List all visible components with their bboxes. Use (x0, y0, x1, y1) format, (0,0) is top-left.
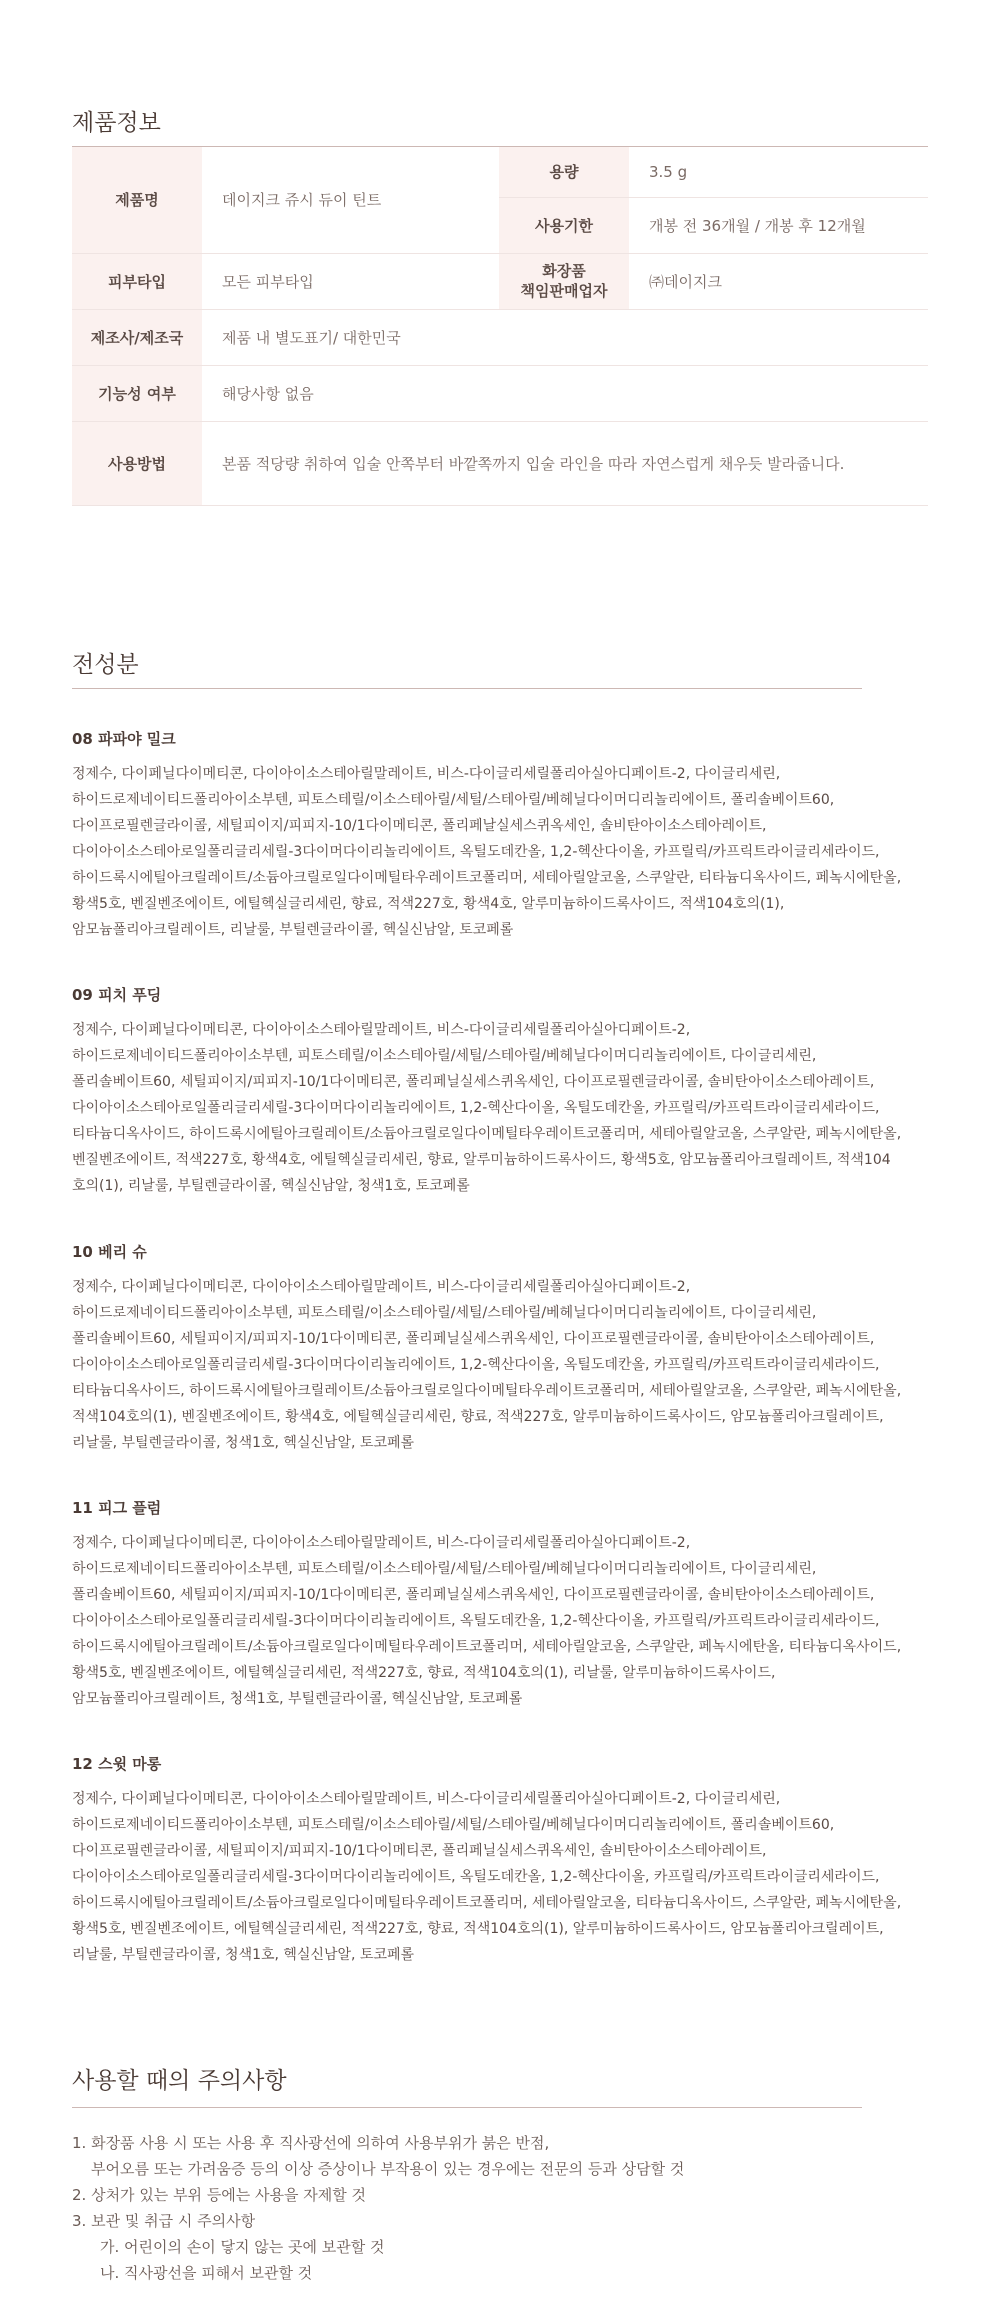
ingredient-block (72, 984, 928, 1199)
seller-label-line1: 화장품 (542, 262, 586, 280)
caution-item: 가. 어린이의 손이 닿지 않는 곳에 보관할 것 (100, 2238, 385, 2256)
shade-name: 08 파파야 밀크 (72, 730, 176, 748)
ingredient-block (72, 1497, 928, 1712)
info-row-usage (72, 421, 928, 505)
ingredient-line: 적색104호의(1), 벤질벤조에이트, 황색4호, 에틸헥실글리세린, 향료, 적색227호, 알루미늄하이드록사이드, 암모늄폴리아크릴레이트, (72, 1409, 884, 1425)
seller-label-line2: 책임판매업자 (520, 282, 608, 300)
ingredient-line: 황색5호, 벤질벤조에이트, 에틸헥실글리세린, 적색227호, 향료, 적색104호의(1), 알루미늄하이드록사이드, 암모늄폴리아크릴레이트, (72, 1921, 884, 1937)
ingredient-line: 하이드로제네이티드폴리아이소부텐, 피토스테릴/이소스테아릴/세틸/스테아릴/베헤닐다이머디리놀리에이트, 폴리솔베이트60, (72, 1817, 835, 1833)
ingredient-line: 하이드로제네이티드폴리아이소부텐, 피토스테릴/이소스테아릴/세틸/스테아릴/베헤닐다이머디리놀리에이트, 다이글리세린, (72, 1561, 817, 1577)
info-row-maker (72, 309, 928, 365)
ingredient-line: 하이드로제네이티드폴리아이소부텐, 피토스테릴/이소스테아릴/세틸/스테아릴/베헤닐다이머디리놀리에이트, 다이글리세린, (72, 1048, 817, 1064)
product-name-label: 제품명 (72, 147, 202, 253)
ingredient-line: 리날룰, 부틸렌글라이콜, 청색1호, 헥실신남알, 토코페롤 (72, 1435, 415, 1451)
ingredient-block (72, 1753, 928, 1968)
caution-item: 1. 화장품 사용 시 또는 사용 후 직사광선에 의하여 사용부위가 붉은 반점, (72, 2134, 550, 2152)
product-info-table (72, 147, 928, 506)
skin-type-value: 모든 피부타입 (202, 253, 499, 309)
ingredient-list (72, 1274, 928, 1456)
shade-name: 10 베리 슈 (72, 1243, 147, 1261)
expiry-label: 사용기한 (499, 197, 629, 253)
info-row-functional (72, 365, 928, 421)
ingredient-line: 암모늄폴리아크릴레이트, 리날룰, 부틸렌글라이콜, 헥실신남알, 토코페롤 (72, 922, 514, 938)
ingredients-divider (72, 688, 862, 689)
ingredient-line: 하이드록시에틸아크릴레이트/소듐아크릴로일다이메틸타우레이트코폴리머, 세테아릴알코올, 티타늄디옥사이드, 스쿠알란, 페녹시에탄올, (72, 1895, 902, 1911)
ingredient-list (72, 1530, 928, 1712)
ingredient-list (72, 761, 928, 943)
expiry-value: 개봉 전 36개월 / 개봉 후 12개월 (629, 197, 928, 253)
ingredient-line: 정제수, 다이페닐다이메티콘, 다이아이소스테아릴말레이트, 비스-다이글리세릴폴리아실아디페이트-2, (72, 1022, 691, 1038)
ingredient-line: 폴리솔베이트60, 세틸피이지/피피지-10/1다이메티콘, 폴리페닐실세스퀴옥세인, 다이프로필렌글라이콜, 솔비탄아이소스테아레이트, (72, 1074, 875, 1090)
shade-name: 11 피그 플럼 (72, 1499, 162, 1517)
cautions-title: 사용할 때의 주의사항 (72, 2068, 287, 2094)
ingredient-line: 벤질벤조에이트, 적색227호, 황색4호, 에틸헥실글리세린, 향료, 알루미늄하이드록사이드, 황색5호, 암모늄폴리아크릴레이트, 적색104 (72, 1152, 891, 1168)
product-name-value: 데이지크 쥬시 듀이 틴트 (202, 147, 499, 253)
ingredient-line: 리날룰, 부틸렌글라이콜, 청색1호, 헥실신남알, 토코페롤 (72, 1947, 415, 1963)
shade-name: 09 피치 푸딩 (72, 986, 162, 1004)
ingredient-line: 하이드로제네이티드폴리아이소부텐, 피토스테릴/이소스테아릴/세틸/스테아릴/베헤닐다이머디리놀리에이트, 폴리솔베이트60, (72, 792, 835, 808)
ingredient-line: 하이드로제네이티드폴리아이소부텐, 피토스테릴/이소스테아릴/세틸/스테아릴/베헤닐다이머디리놀리에이트, 다이글리세린, (72, 1305, 817, 1321)
volume-label: 용량 (499, 147, 629, 197)
caution-item: 나. 직사광선을 피해서 보관할 것 (100, 2264, 313, 2282)
ingredient-line: 하이드록시에틸아크릴레이트/소듐아크릴로일다이메틸타우레이트코폴리머, 세테아릴알코올, 스쿠알란, 티타늄디옥사이드, 페녹시에탄올, (72, 870, 902, 886)
ingredient-line: 폴리솔베이트60, 세틸피이지/피피지-10/1다이메티콘, 폴리페닐실세스퀴옥세인, 다이프로필렌글라이콜, 솔비탄아이소스테아레이트, (72, 1587, 875, 1603)
functional-value: 해당사항 없음 (202, 365, 928, 421)
ingredient-block (72, 728, 928, 943)
info-row-name-volume (72, 147, 928, 197)
ingredient-line: 정제수, 다이페닐다이메티콘, 다이아이소스테아릴말레이트, 비스-다이글리세릴폴리아실아디페이트-2, (72, 1535, 691, 1551)
caution-item: 2. 상처가 있는 부위 등에는 사용을 자제할 것 (72, 2186, 367, 2204)
product-info-title: 제품정보 (72, 110, 161, 136)
cautions-divider (72, 2107, 862, 2108)
ingredient-list (72, 1786, 928, 1968)
ingredients-title: 전성분 (72, 652, 139, 678)
maker-label: 제조사/제조국 (72, 309, 202, 365)
ingredient-block (72, 1241, 928, 1456)
ingredient-list (72, 1017, 928, 1199)
ingredient-line: 다이프로필렌글라이콜, 세틸피이지/피피지-10/1다이메티콘, 폴리페날실세스퀴옥세인, 솔비탄아이소스테아레이트, (72, 818, 767, 834)
ingredient-line: 암모늄폴리아크릴레이트, 청색1호, 부틸렌글라이콜, 헥실신남알, 토코페롤 (72, 1691, 523, 1707)
ingredient-line: 티타늄디옥사이드, 하이드록시에틸아크릴레이트/소듐아크릴로일다이메틸타우레이트코폴리머, 세테아릴알코올, 스쿠알란, 페녹시에탄올, (72, 1126, 902, 1142)
ingredient-line: 정제수, 다이페닐다이메티콘, 다이아이소스테아릴말레이트, 비스-다이글리세릴폴리아실아디페이트-2, 다이글리세린, (72, 1791, 781, 1807)
ingredient-line: 다이아이소스테아로일폴리글리세릴-3다이머다이리놀리에이트, 1,2-헥산다이올, 옥틸도데칸올, 카프릴릭/카프릭트라이글리세라이드, (72, 1100, 880, 1116)
shade-name: 12 스윗 마롱 (72, 1755, 162, 1773)
caution-item: 부어오름 또는 가려움증 등의 이상 증상이나 부작용이 있는 경우에는 전문의 등과 상담할 것 (91, 2160, 685, 2178)
usage-label: 사용방법 (72, 421, 202, 505)
ingredient-line: 다이아이소스테아로일폴리글리세릴-3다이머다이리놀리에이트, 옥틸도데칸올, 1,2-헥산다이올, 카프릴릭/카프릭트라이글리세라이드, (72, 1869, 880, 1885)
ingredient-line: 황색5호, 벤질벤조에이트, 에틸헥실글리세린, 적색227호, 향료, 적색104호의(1), 리날룰, 알루미늄하이드록사이드, (72, 1665, 776, 1681)
seller-label (499, 253, 629, 309)
caution-item: 3. 보관 및 취급 시 주의사항 (72, 2212, 256, 2230)
cautions-list (72, 2130, 928, 2286)
ingredient-line: 황색5호, 벤질벤조에이트, 에틸헥실글리세린, 향료, 적색227호, 황색4호, 알루미늄하이드록사이드, 적색104호의(1), (72, 896, 785, 912)
functional-label: 기능성 여부 (72, 365, 202, 421)
skin-type-label: 피부타입 (72, 253, 202, 309)
ingredient-line: 다이아이소스테아로일폴리글리세릴-3다이머다이리놀리에이트, 1,2-헥산다이올, 옥틸도데칸올, 카프릴릭/카프릭트라이글리세라이드, (72, 1357, 880, 1373)
ingredient-line: 호의(1), 리날룰, 부틸렌글라이콜, 헥실신남알, 청색1호, 토코페롤 (72, 1178, 470, 1194)
ingredient-line: 다이프로필렌글라이콜, 세틸피이지/피피지-10/1다이메티콘, 폴리페닐실세스퀴옥세인, 솔비탄아이소스테아레이트, (72, 1843, 767, 1859)
ingredient-line: 다이아이소스테아로일폴리글리세릴-3다이머다이리놀리에이트, 옥틸도데칸올, 1,2-헥산다이올, 카프릴릭/카프릭트라이글리세라이드, (72, 844, 880, 860)
ingredient-line: 폴리솔베이트60, 세틸피이지/피피지-10/1다이메티콘, 폴리페닐실세스퀴옥세인, 다이프로필렌글라이콜, 솔비탄아이소스테아레이트, (72, 1331, 875, 1347)
maker-value: 제품 내 별도표기/ 대한민국 (202, 309, 928, 365)
ingredient-line: 정제수, 다이페닐다이메티콘, 다이아이소스테아릴말레이트, 비스-다이글리세릴폴리아실아디페이트-2, (72, 1279, 691, 1295)
info-row-skin-seller (72, 253, 928, 309)
ingredient-line: 다이아이소스테아로일폴리글리세릴-3다이머다이리놀리에이트, 옥틸도데칸올, 1,2-헥산다이올, 카프릴릭/카프릭트라이글리세라이드, (72, 1613, 880, 1629)
ingredient-line: 티타늄디옥사이드, 하이드록시에틸아크릴레이트/소듐아크릴로일다이메틸타우레이트코폴리머, 세테아릴알코올, 스쿠알란, 페녹시에탄올, (72, 1383, 902, 1399)
volume-value: 3.5 g (629, 147, 928, 197)
usage-value: 본품 적당량 취하여 입술 안쪽부터 바깥쪽까지 입술 라인을 따라 자연스럽게 채우듯 발라줍니다. (202, 421, 928, 505)
seller-value: ㈜데이지크 (629, 253, 928, 309)
ingredient-line: 정제수, 다이페닐다이메티콘, 다이아이소스테아릴말레이트, 비스-다이글리세릴폴리아실아디페이트-2, 다이글리세린, (72, 766, 781, 782)
ingredient-line: 하이드록시에틸아크릴레이트/소듐아크릴로일다이메틸타우레이트코폴리머, 세테아릴알코올, 스쿠알란, 페녹시에탄올, 티타늄디옥사이드, (72, 1639, 902, 1655)
